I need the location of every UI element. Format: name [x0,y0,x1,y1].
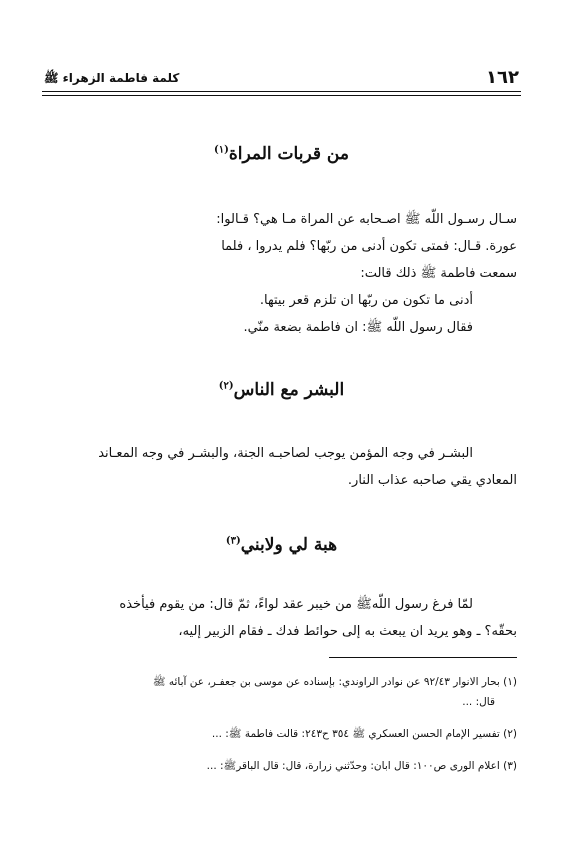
text-line: سمعت فاطمة ﷺ ذلك قالت: [360,266,517,281]
text-line: بحقّه؟ ـ وهو يريد ان يبعث به إلى حوائط فدك ـ فقام الزبير إليه، [178,624,517,639]
running-header [44,60,519,88]
section-title [0,380,563,400]
footnote-line: (٣) اعلام الورى ص١٠٠: قال ابان: وحدّثني زرارة، قال: قال الباقرﷺ: ... [206,760,517,772]
section-title-text: من قربات المراة [228,144,349,164]
text-line: سـال رسـول اللّه ﷺ اصـحابه عن المراة مـا هي؟ قـالوا: [216,212,517,227]
book-title: كلمة فاطمة الزهراء ﷺ [44,71,180,85]
header-rule-thin [42,95,521,96]
text-line: فقال رسول اللّه ﷺ: ان فاطمة بضعة منّي. [243,320,473,335]
section-paragraph [46,440,517,494]
section-paragraph [46,591,517,645]
section-title [0,144,563,164]
text-line: البشـر في وجه المؤمن يوجب لصاحبـه الجنة، والبشـر في وجه المعـاند [98,446,473,461]
section-paragraph [46,206,517,341]
section-title-text: البشر مع الناس [233,380,345,400]
footnote-line: (٢) تفسير الإمام الحسن العسكري ﷺ ٣٥٤ ح٢٤٣: قالت فاطمة ﷺ: ... [211,728,517,740]
footnote-ref: (٣) [225,535,241,547]
text-line: عورة. قـال: فمتى تكون أدنى من ربّها؟ فلم يدروا ، فلما [221,239,517,254]
footnote-ref: (١) [214,144,229,156]
text-line: لمّا فرغ رسول اللّهﷺ من خيبر عقد لواءً، ثمّ قال: من يقوم فيأخذه [119,597,473,612]
text-line: المعادي يقي صاحبه عذاب النار. [347,473,517,488]
section-title [0,535,563,555]
section-title-text: هبة لي ولابني [240,535,338,555]
text-line: أدنى ما تكون من ربّها ان تلزم قعر بيتها. [259,293,473,308]
header-rule [42,91,521,92]
footnotes [46,672,517,776]
footnote-line: قال: ... [462,696,495,708]
footnote-line: (١) بحار الانوار ٩٢/٤٣ عن نوادر الراوندي: بإسناده عن موسى بن جعفـر، عن آبائه ﷺ [152,676,517,688]
footnote-ref: (٢) [218,380,234,392]
page-number: ١٦٢ [486,67,519,88]
footnote-rule [329,657,517,658]
